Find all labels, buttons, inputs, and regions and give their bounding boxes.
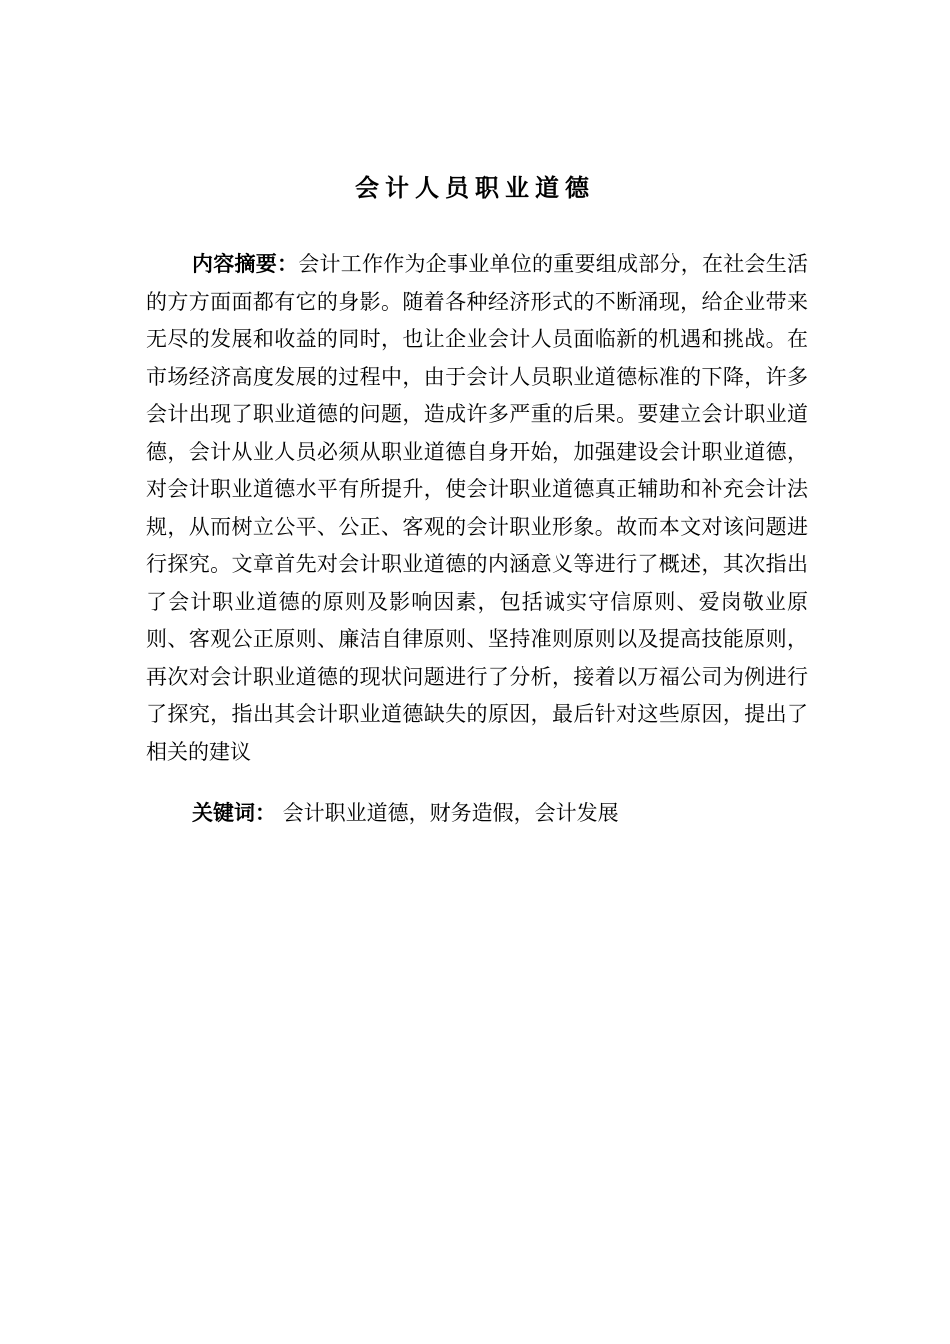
abstract-paragraph (146, 246, 808, 771)
keywords-label: 关键词： (192, 801, 276, 825)
keywords-line (192, 795, 812, 833)
keywords-text: 会计职业道德，财务造假，会计发展 (276, 801, 619, 825)
abstract-text: 会计工作作为企事业单位的重要组成部分，在社会生活的方方面面都有它的身影。随着各种经济形式的不断涌现，给企业带来无尽的发展和收益的同时，也让企业会计人员面临新的机遇和挑战。在市场经济高度发展的过程中，由于会计人员职业道德标准的下降，许多会计出现了职业道德的问题，造成许多严重的后果。要建立会计职业道德，会计从业人员必须从职业道德自身开始，加强建设会计职业道德，对会计职业道德水平有所提升，使会计职业道德真正辅助和补充会计法规，从而树立公平、公正、客观的会计职业形象。故而本文对该问题进行探究。文章首先对会计职业道德的内涵意义等进行了概述，其次指出了会计职业道德的原则及影响因素，包括诚实守信原则、爱岗敬业原则、客观公正原则、廉洁自律原则、坚持准则原则以及提高技能原则，再次对会计职业道德的现状问题进行了分析，接着以万福公司为例进行了探究，指出其会计职业道德缺失的原因，最后针对这些原因，提出了相关的建议 (146, 252, 808, 764)
abstract-label: 内容摘要： (192, 252, 299, 276)
page-title: 会计人员职业道德 (355, 174, 595, 202)
